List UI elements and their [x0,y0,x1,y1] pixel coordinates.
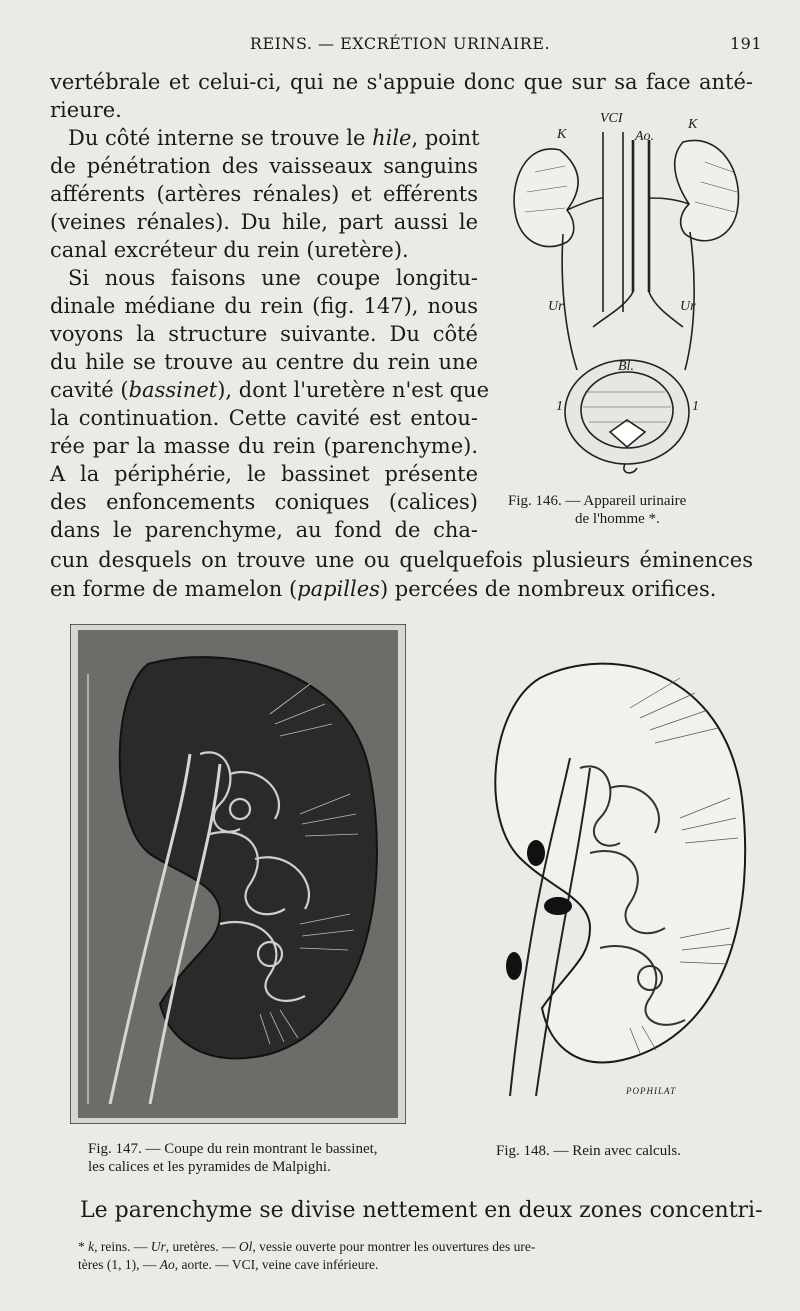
body-line: Du côté interne se trouve le hile, point [68,126,480,150]
figure-146-caption-cont: de l'homme *. [575,511,660,527]
body-line: vertébrale et celui-ci, qui ne s'appuie donc que sur sa face anté- [50,70,753,94]
figure-147-caption: Fig. 147. — Coupe du rein montrant le bassinet, [88,1141,378,1157]
body-line: (veines rénales). Du hile, part aussi le [50,210,478,234]
body-line: de pénétration des vaisseaux sanguins [50,154,478,178]
figure-148-caption: Fig. 148. — Rein avec calculs. [496,1143,681,1159]
figure-146-illustration [505,102,755,482]
body-line: rée par la masse du rein (parenchyme). [50,434,478,458]
label-bl: Bl. [618,359,634,374]
running-title: REINS. — EXCRÉTION URINAIRE. [249,34,551,53]
body-line: cavité (bassinet), dont l'uretère n'est que [50,378,490,402]
engraver-signature: POPHILAT [626,1086,677,1096]
figure-148-illustration [480,648,750,1096]
label-one-left: 1 [556,399,563,414]
body-line: dinale médiane du rein (fig. 147), nous [50,294,478,318]
closing-line: Le parenchyme se divise nettement en deux zones concentri- [80,1198,763,1223]
figure-147-illustration [70,624,406,1124]
body-line: A la périphérie, le bassinet présente [50,462,478,486]
label-ao: Ao. [635,129,655,144]
running-header [0,34,800,58]
label-ur-right: Ur [680,299,696,314]
footnote-line: tères (1, 1), — Ao, aorte. — VCI, veine cave inférieure. [78,1257,379,1272]
body-line: du hile se trouve au centre du rein une [50,350,478,374]
body-line: cun desquels on trouve une ou quelquefois plusieurs éminences [50,548,753,572]
label-ur-left: Ur [548,299,564,314]
body-line: en forme de mamelon (papilles) percées de nombreux orifices. [50,577,717,601]
figure-147-caption-cont: les calices et les pyramides de Malpighi. [88,1159,331,1175]
page-number: 191 [729,34,762,53]
body-line: des enfoncements coniques (calices) [50,490,478,514]
body-line: Si nous faisons une coupe longitu- [68,266,478,290]
label-k-left: K [557,127,567,142]
figure-146-caption: Fig. 146. — Appareil urinaire [508,493,687,509]
footnote-line: * k, reins. — Ur, uretères. — Ol, vessie ouverte pour montrer les ouvertures des ure- [78,1239,536,1254]
body-line: canal excréteur du rein (uretère). [50,238,409,262]
body-line: la continuation. Cette cavité est entou- [50,406,478,430]
body-line: afférents (artères rénales) et efférents [50,182,478,206]
body-line: rieure. [50,98,122,122]
label-one-right: 1 [692,399,699,414]
label-vci: VCI [600,111,623,126]
label-k-right: K [688,117,698,132]
body-line: dans le parenchyme, au fond de cha- [50,518,478,542]
body-line: voyons la structure suivante. Du côté [50,322,478,346]
